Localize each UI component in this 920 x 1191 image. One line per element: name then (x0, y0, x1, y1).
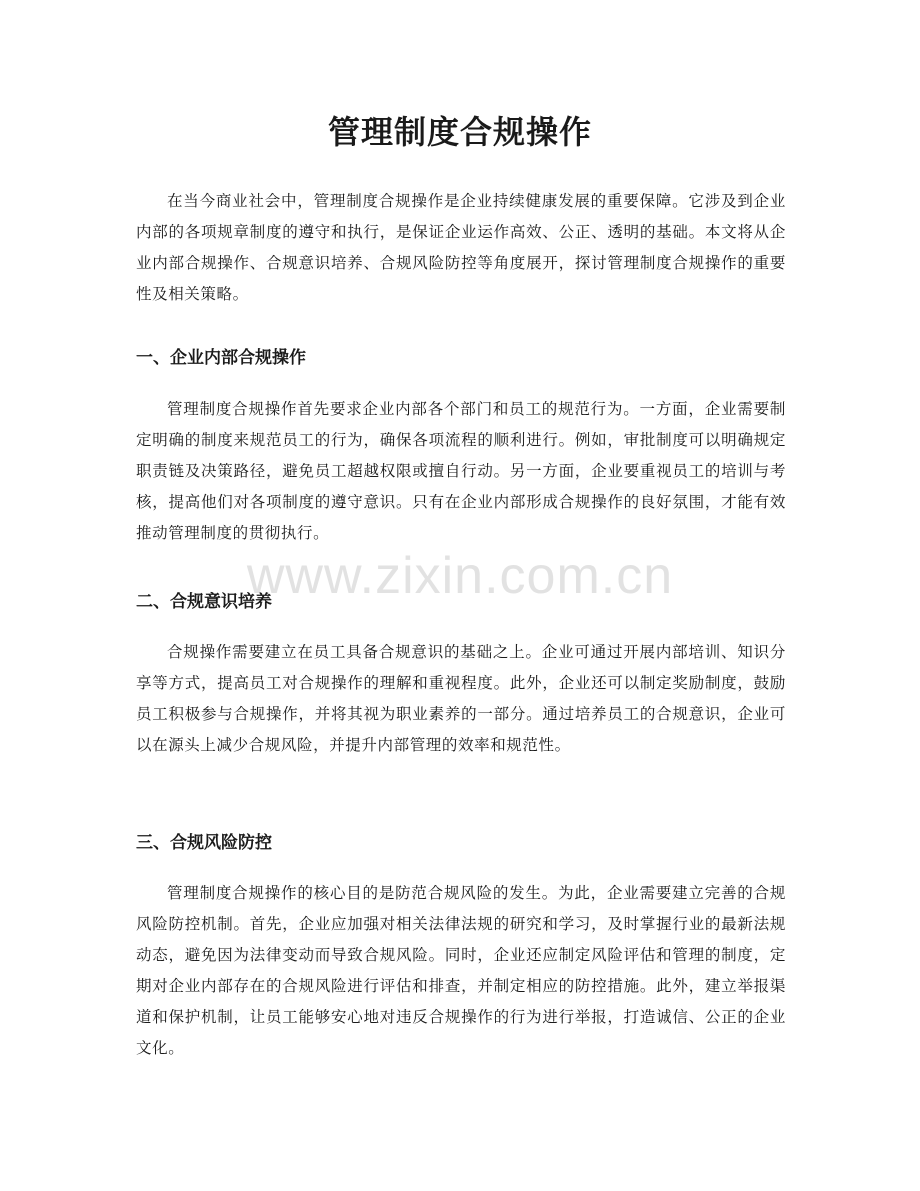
section-2-heading: 二、合规意识培养 (136, 592, 272, 612)
intro-paragraph: 在当今商业社会中，管理制度合规操作是企业持续健康发展的重要保障。它涉及到企业内部的各项规章制度的遵守和执行，是保证企业运作高效、公正、透明的基础。本文将从企业内部合规操作、合规意识培养、合规风险防控等角度展开，探讨管理制度合规操作的重要性及相关策略。 (136, 192, 786, 303)
section-3-paragraph: 管理制度合规操作的核心目的是防范合规风险的发生。为此，企业需要建立完善的合规风险防控机制。首先，企业应加强对相关法律法规的研究和学习，及时掌握行业的最新法规动态，避免因为法律变动而导致合规风险。同时，企业还应制定风险评估和管理的制度，定期对企业内部存在的合规风险进行评估和排查，并制定相应的防控措施。此外，建立举报渠道和保护机制，让员工能够安心地对违反合规操作的行为进行举报，打造诚信、公正的企业文化。 (136, 884, 786, 1057)
section-2-paragraph: 合规操作需要建立在员工具备合规意识的基础之上。企业可通过开展内部培训、知识分享等方式，提高员工对合规操作的理解和重视程度。此外，企业还可以制定奖励制度，鼓励员工积极参与合规操作，并将其视为职业素养的一部分。通过培养员工的合规意识，企业可以在源头上减少合规风险，并提升内部管理的效率和规范性。 (136, 643, 786, 754)
watermark: www.zixin.com.cn (246, 547, 674, 605)
section-1-paragraph: 管理制度合规操作首先要求企业内部各个部门和员工的规范行为。一方面，企业需要制定明确的制度来规范员工的行为，确保各项流程的顺利进行。例如，审批制度可以明确规定职责链及决策路径，避免员工超越权限或擅自行动。另一方面，企业要重视员工的培训与考核，提高他们对各项制度的遵守意识。只有在企业内部形成合规操作的良好氛围，才能有效推动管理制度的贯彻执行。 (136, 400, 786, 542)
document-title: 管理制度合规操作 (327, 113, 592, 151)
section-3-heading: 三、合规风险防控 (136, 833, 272, 853)
section-1-heading: 一、企业内部合规操作 (136, 348, 306, 368)
